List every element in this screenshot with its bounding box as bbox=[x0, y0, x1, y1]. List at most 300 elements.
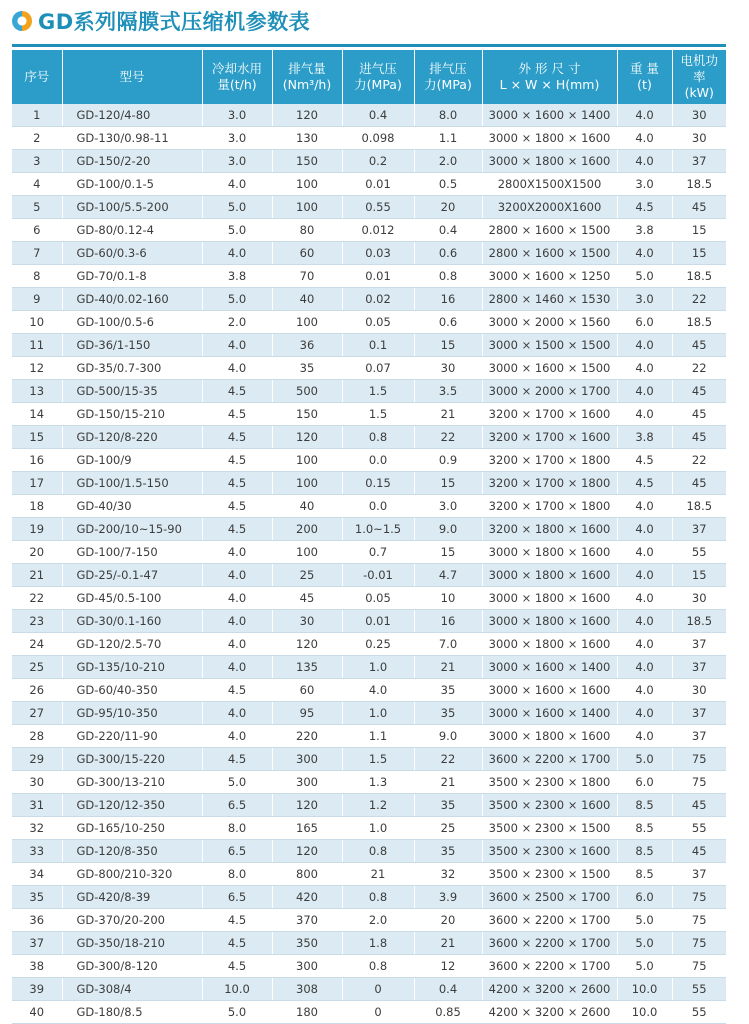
cell-model: GD-100/1.5-150 bbox=[62, 472, 202, 495]
cell-displacement: 100 bbox=[272, 541, 342, 564]
cell-model: GD-120/2.5-70 bbox=[62, 633, 202, 656]
cell-displacement: 25 bbox=[272, 564, 342, 587]
header-motor-power: 电机功率 (kW) bbox=[672, 50, 726, 104]
cell-inlet-pressure: 2.0 bbox=[342, 909, 414, 932]
cell-cooling-water: 6.5 bbox=[202, 840, 272, 863]
cell-model: GD-150/15-210 bbox=[62, 403, 202, 426]
cell-weight: 8.5 bbox=[617, 863, 672, 886]
table-row bbox=[12, 426, 726, 449]
cell-dimensions: 3200 × 1800 × 1600 bbox=[482, 518, 617, 541]
cell-motor-power: 55 bbox=[672, 817, 726, 840]
cell-displacement: 100 bbox=[272, 472, 342, 495]
cell-inlet-pressure: 1.8 bbox=[342, 932, 414, 955]
cell-dimensions: 2800X1500X1500 bbox=[482, 173, 617, 196]
header-model: 型号 bbox=[62, 50, 202, 104]
table-row bbox=[12, 127, 726, 150]
table-row bbox=[12, 863, 726, 886]
cell-index: 38 bbox=[12, 955, 62, 978]
cell-inlet-pressure: 0.0 bbox=[342, 449, 414, 472]
cell-outlet-pressure: 3.5 bbox=[414, 380, 482, 403]
cell-displacement: 35 bbox=[272, 357, 342, 380]
cell-inlet-pressure: 0.8 bbox=[342, 886, 414, 909]
header-dimensions: 外 形 尺 寸 L × W × H(mm) bbox=[482, 50, 617, 104]
cell-index: 37 bbox=[12, 932, 62, 955]
cell-displacement: 500 bbox=[272, 380, 342, 403]
cell-model: GD-300/13-210 bbox=[62, 771, 202, 794]
cell-motor-power: 15 bbox=[672, 242, 726, 265]
cell-dimensions: 3200 × 1700 × 1800 bbox=[482, 495, 617, 518]
cell-index: 35 bbox=[12, 886, 62, 909]
cell-dimensions: 3000 × 1800 × 1600 bbox=[482, 725, 617, 748]
cell-outlet-pressure: 35 bbox=[414, 702, 482, 725]
cell-dimensions: 3500 × 2300 × 1500 bbox=[482, 817, 617, 840]
cell-model: GD-35/0.7-300 bbox=[62, 357, 202, 380]
cell-cooling-water: 3.0 bbox=[202, 150, 272, 173]
cell-model: GD-25/-0.1-47 bbox=[62, 564, 202, 587]
cell-dimensions: 4200 × 3200 × 2600 bbox=[482, 1001, 617, 1024]
cell-dimensions: 3000 × 1800 × 1600 bbox=[482, 633, 617, 656]
cell-dimensions: 3500 × 2300 × 1800 bbox=[482, 771, 617, 794]
cell-displacement: 300 bbox=[272, 771, 342, 794]
cell-inlet-pressure: 1.3 bbox=[342, 771, 414, 794]
cell-weight: 4.0 bbox=[617, 656, 672, 679]
cell-outlet-pressure: 35 bbox=[414, 840, 482, 863]
cell-cooling-water: 4.5 bbox=[202, 679, 272, 702]
cell-outlet-pressure: 15 bbox=[414, 541, 482, 564]
cell-inlet-pressure: 1.5 bbox=[342, 403, 414, 426]
cell-displacement: 370 bbox=[272, 909, 342, 932]
cell-displacement: 180 bbox=[272, 1001, 342, 1024]
cell-cooling-water: 5.0 bbox=[202, 1001, 272, 1024]
cell-inlet-pressure: 0.05 bbox=[342, 587, 414, 610]
cell-dimensions: 3000 × 1800 × 1600 bbox=[482, 150, 617, 173]
cell-model: GD-300/15-220 bbox=[62, 748, 202, 771]
cell-cooling-water: 4.5 bbox=[202, 932, 272, 955]
cell-outlet-pressure: 21 bbox=[414, 932, 482, 955]
cell-model: GD-30/0.1-160 bbox=[62, 610, 202, 633]
cell-weight: 4.0 bbox=[617, 725, 672, 748]
cell-cooling-water: 10.0 bbox=[202, 978, 272, 1001]
cell-motor-power: 75 bbox=[672, 886, 726, 909]
cell-displacement: 36 bbox=[272, 334, 342, 357]
cell-index: 28 bbox=[12, 725, 62, 748]
table-row bbox=[12, 541, 726, 564]
cell-weight: 4.0 bbox=[617, 679, 672, 702]
cell-index: 8 bbox=[12, 265, 62, 288]
cell-outlet-pressure: 12 bbox=[414, 955, 482, 978]
table-row bbox=[12, 748, 726, 771]
cell-motor-power: 30 bbox=[672, 679, 726, 702]
cell-model: GD-60/0.3-6 bbox=[62, 242, 202, 265]
cell-index: 30 bbox=[12, 771, 62, 794]
cell-weight: 5.0 bbox=[617, 932, 672, 955]
cell-inlet-pressure: 0.05 bbox=[342, 311, 414, 334]
table-row bbox=[12, 840, 726, 863]
cell-index: 5 bbox=[12, 196, 62, 219]
cell-index: 26 bbox=[12, 679, 62, 702]
cell-motor-power: 37 bbox=[672, 150, 726, 173]
header-outlet-pressure: 排气压 力(MPa) bbox=[414, 50, 482, 104]
cell-displacement: 120 bbox=[272, 633, 342, 656]
cell-dimensions: 2800 × 1600 × 1500 bbox=[482, 242, 617, 265]
cell-inlet-pressure: 1.0 bbox=[342, 817, 414, 840]
table-body bbox=[12, 104, 726, 1024]
cell-model: GD-135/10-210 bbox=[62, 656, 202, 679]
cell-model: GD-120/4-80 bbox=[62, 104, 202, 127]
cell-cooling-water: 2.0 bbox=[202, 311, 272, 334]
cell-cooling-water: 5.0 bbox=[202, 771, 272, 794]
cell-cooling-water: 4.0 bbox=[202, 173, 272, 196]
cell-weight: 4.0 bbox=[617, 104, 672, 127]
cell-cooling-water: 4.0 bbox=[202, 564, 272, 587]
cell-inlet-pressure: 0 bbox=[342, 1001, 414, 1024]
header-displacement: 排气量 (Nm³/h) bbox=[272, 50, 342, 104]
cell-index: 6 bbox=[12, 219, 62, 242]
cell-cooling-water: 4.5 bbox=[202, 909, 272, 932]
cell-weight: 3.8 bbox=[617, 426, 672, 449]
cell-model: GD-130/0.98-11 bbox=[62, 127, 202, 150]
cell-cooling-water: 4.0 bbox=[202, 334, 272, 357]
cell-cooling-water: 6.5 bbox=[202, 794, 272, 817]
cell-cooling-water: 4.5 bbox=[202, 495, 272, 518]
cell-motor-power: 37 bbox=[672, 863, 726, 886]
cell-motor-power: 15 bbox=[672, 564, 726, 587]
cell-index: 16 bbox=[12, 449, 62, 472]
cell-index: 19 bbox=[12, 518, 62, 541]
cell-weight: 3.0 bbox=[617, 288, 672, 311]
cell-outlet-pressure: 0.4 bbox=[414, 978, 482, 1001]
table-row bbox=[12, 794, 726, 817]
cell-inlet-pressure: 0.2 bbox=[342, 150, 414, 173]
cell-displacement: 150 bbox=[272, 403, 342, 426]
cell-cooling-water: 5.0 bbox=[202, 196, 272, 219]
cell-index: 33 bbox=[12, 840, 62, 863]
cell-weight: 4.0 bbox=[617, 610, 672, 633]
cell-index: 17 bbox=[12, 472, 62, 495]
cell-displacement: 80 bbox=[272, 219, 342, 242]
cell-outlet-pressure: 10 bbox=[414, 587, 482, 610]
cell-displacement: 120 bbox=[272, 794, 342, 817]
cell-inlet-pressure: 0.25 bbox=[342, 633, 414, 656]
cell-weight: 4.0 bbox=[617, 633, 672, 656]
cell-motor-power: 15 bbox=[672, 219, 726, 242]
cell-weight: 3.8 bbox=[617, 219, 672, 242]
cell-outlet-pressure: 9.0 bbox=[414, 725, 482, 748]
cell-motor-power: 30 bbox=[672, 127, 726, 150]
cell-dimensions: 3000 × 1500 × 1500 bbox=[482, 334, 617, 357]
cell-outlet-pressure: 20 bbox=[414, 196, 482, 219]
cell-dimensions: 3000 × 1800 × 1600 bbox=[482, 127, 617, 150]
cell-weight: 4.0 bbox=[617, 242, 672, 265]
cell-cooling-water: 4.0 bbox=[202, 702, 272, 725]
cell-displacement: 150 bbox=[272, 150, 342, 173]
cell-weight: 5.0 bbox=[617, 265, 672, 288]
cell-weight: 4.5 bbox=[617, 449, 672, 472]
cell-cooling-water: 4.0 bbox=[202, 610, 272, 633]
cell-dimensions: 3200 × 1700 × 1800 bbox=[482, 472, 617, 495]
cell-inlet-pressure: 0 bbox=[342, 978, 414, 1001]
cell-outlet-pressure: 16 bbox=[414, 288, 482, 311]
cell-model: GD-180/8.5 bbox=[62, 1001, 202, 1024]
cell-motor-power: 45 bbox=[672, 334, 726, 357]
cell-model: GD-500/15-35 bbox=[62, 380, 202, 403]
cell-inlet-pressure: 1.5 bbox=[342, 380, 414, 403]
cell-outlet-pressure: 35 bbox=[414, 679, 482, 702]
cell-index: 2 bbox=[12, 127, 62, 150]
cell-outlet-pressure: 30 bbox=[414, 357, 482, 380]
cell-index: 14 bbox=[12, 403, 62, 426]
cell-cooling-water: 4.5 bbox=[202, 748, 272, 771]
cell-model: GD-40/30 bbox=[62, 495, 202, 518]
cell-dimensions: 3000 × 1600 × 1400 bbox=[482, 656, 617, 679]
cell-displacement: 220 bbox=[272, 725, 342, 748]
cell-dimensions: 2800 × 1460 × 1530 bbox=[482, 288, 617, 311]
cell-displacement: 308 bbox=[272, 978, 342, 1001]
cell-inlet-pressure: 4.0 bbox=[342, 679, 414, 702]
cell-model: GD-45/0.5-100 bbox=[62, 587, 202, 610]
cell-dimensions: 4200 × 3200 × 2600 bbox=[482, 978, 617, 1001]
cell-outlet-pressure: 9.0 bbox=[414, 518, 482, 541]
cell-motor-power: 55 bbox=[672, 1001, 726, 1024]
cell-motor-power: 45 bbox=[672, 472, 726, 495]
cell-weight: 4.0 bbox=[617, 334, 672, 357]
cell-motor-power: 22 bbox=[672, 288, 726, 311]
table-row bbox=[12, 357, 726, 380]
cell-weight: 6.0 bbox=[617, 311, 672, 334]
cell-cooling-water: 4.0 bbox=[202, 725, 272, 748]
cell-motor-power: 22 bbox=[672, 449, 726, 472]
cell-motor-power: 18.5 bbox=[672, 173, 726, 196]
cell-index: 24 bbox=[12, 633, 62, 656]
cell-outlet-pressure: 4.7 bbox=[414, 564, 482, 587]
cell-dimensions: 3200 × 1700 × 1600 bbox=[482, 403, 617, 426]
cell-motor-power: 55 bbox=[672, 541, 726, 564]
cell-dimensions: 3000 × 1600 × 1600 bbox=[482, 679, 617, 702]
cell-index: 7 bbox=[12, 242, 62, 265]
cell-displacement: 95 bbox=[272, 702, 342, 725]
cell-index: 36 bbox=[12, 909, 62, 932]
cell-dimensions: 3000 × 1600 × 1400 bbox=[482, 702, 617, 725]
cell-model: GD-60/40-350 bbox=[62, 679, 202, 702]
cell-motor-power: 75 bbox=[672, 909, 726, 932]
cell-inlet-pressure: 0.07 bbox=[342, 357, 414, 380]
cell-outlet-pressure: 21 bbox=[414, 771, 482, 794]
cell-index: 40 bbox=[12, 1001, 62, 1024]
cell-outlet-pressure: 0.5 bbox=[414, 173, 482, 196]
cell-displacement: 30 bbox=[272, 610, 342, 633]
cell-model: GD-80/0.12-4 bbox=[62, 219, 202, 242]
cell-dimensions: 3200 × 1700 × 1600 bbox=[482, 426, 617, 449]
cell-dimensions: 3200 × 1700 × 1800 bbox=[482, 449, 617, 472]
cell-motor-power: 45 bbox=[672, 840, 726, 863]
cell-weight: 4.0 bbox=[617, 587, 672, 610]
table-row bbox=[12, 633, 726, 656]
cell-dimensions: 3600 × 2500 × 1700 bbox=[482, 886, 617, 909]
cell-inlet-pressure: 0.03 bbox=[342, 242, 414, 265]
cell-displacement: 300 bbox=[272, 955, 342, 978]
cell-inlet-pressure: 0.8 bbox=[342, 840, 414, 863]
cell-inlet-pressure: 1.0~1.5 bbox=[342, 518, 414, 541]
cell-outlet-pressure: 25 bbox=[414, 817, 482, 840]
cell-weight: 4.0 bbox=[617, 380, 672, 403]
table-row bbox=[12, 403, 726, 426]
cell-model: GD-308/4 bbox=[62, 978, 202, 1001]
cell-index: 3 bbox=[12, 150, 62, 173]
cell-displacement: 200 bbox=[272, 518, 342, 541]
cell-cooling-water: 4.0 bbox=[202, 357, 272, 380]
circle-logo-icon bbox=[12, 11, 32, 31]
cell-inlet-pressure: 0.15 bbox=[342, 472, 414, 495]
cell-cooling-water: 3.0 bbox=[202, 127, 272, 150]
cell-displacement: 135 bbox=[272, 656, 342, 679]
cell-displacement: 100 bbox=[272, 449, 342, 472]
cell-index: 20 bbox=[12, 541, 62, 564]
table-row bbox=[12, 495, 726, 518]
cell-displacement: 100 bbox=[272, 173, 342, 196]
header-weight: 重 量 (t) bbox=[617, 50, 672, 104]
cell-dimensions: 3500 × 2300 × 1600 bbox=[482, 840, 617, 863]
table-row bbox=[12, 150, 726, 173]
cell-dimensions: 3600 × 2200 × 1700 bbox=[482, 955, 617, 978]
cell-index: 25 bbox=[12, 656, 62, 679]
cell-index: 15 bbox=[12, 426, 62, 449]
title-divider bbox=[12, 44, 726, 47]
cell-model: GD-370/20-200 bbox=[62, 909, 202, 932]
cell-model: GD-150/2-20 bbox=[62, 150, 202, 173]
cell-weight: 4.0 bbox=[617, 564, 672, 587]
cell-index: 11 bbox=[12, 334, 62, 357]
cell-inlet-pressure: 1.2 bbox=[342, 794, 414, 817]
cell-displacement: 120 bbox=[272, 104, 342, 127]
table-row bbox=[12, 817, 726, 840]
cell-weight: 4.5 bbox=[617, 196, 672, 219]
cell-inlet-pressure: 21 bbox=[342, 863, 414, 886]
cell-model: GD-100/0.5-6 bbox=[62, 311, 202, 334]
cell-motor-power: 18.5 bbox=[672, 610, 726, 633]
cell-inlet-pressure: 1.0 bbox=[342, 656, 414, 679]
cell-motor-power: 18.5 bbox=[672, 265, 726, 288]
cell-cooling-water: 4.5 bbox=[202, 518, 272, 541]
cell-index: 34 bbox=[12, 863, 62, 886]
cell-index: 18 bbox=[12, 495, 62, 518]
cell-inlet-pressure: 0.01 bbox=[342, 173, 414, 196]
cell-inlet-pressure: 0.8 bbox=[342, 955, 414, 978]
cell-dimensions: 3000 × 1800 × 1600 bbox=[482, 541, 617, 564]
cell-index: 1 bbox=[12, 104, 62, 127]
cell-cooling-water: 4.0 bbox=[202, 242, 272, 265]
cell-outlet-pressure: 0.9 bbox=[414, 449, 482, 472]
cell-outlet-pressure: 21 bbox=[414, 403, 482, 426]
cell-inlet-pressure: 1.5 bbox=[342, 748, 414, 771]
cell-cooling-water: 4.5 bbox=[202, 955, 272, 978]
cell-model: GD-100/5.5-200 bbox=[62, 196, 202, 219]
cell-inlet-pressure: 0.55 bbox=[342, 196, 414, 219]
header-index: 序号 bbox=[12, 50, 62, 104]
table-row bbox=[12, 173, 726, 196]
cell-index: 27 bbox=[12, 702, 62, 725]
cell-inlet-pressure: 0.7 bbox=[342, 541, 414, 564]
cell-outlet-pressure: 2.0 bbox=[414, 150, 482, 173]
cell-weight: 4.5 bbox=[617, 472, 672, 495]
cell-motor-power: 37 bbox=[672, 633, 726, 656]
cell-cooling-water: 5.0 bbox=[202, 219, 272, 242]
cell-outlet-pressure: 0.85 bbox=[414, 1001, 482, 1024]
cell-model: GD-165/10-250 bbox=[62, 817, 202, 840]
cell-weight: 5.0 bbox=[617, 909, 672, 932]
cell-dimensions: 2800 × 1600 × 1500 bbox=[482, 219, 617, 242]
cell-model: GD-120/8-220 bbox=[62, 426, 202, 449]
cell-displacement: 120 bbox=[272, 840, 342, 863]
cell-cooling-water: 8.0 bbox=[202, 817, 272, 840]
cell-cooling-water: 4.5 bbox=[202, 426, 272, 449]
cell-weight: 4.0 bbox=[617, 127, 672, 150]
cell-weight: 6.0 bbox=[617, 771, 672, 794]
cell-cooling-water: 4.0 bbox=[202, 541, 272, 564]
cell-cooling-water: 3.0 bbox=[202, 104, 272, 127]
cell-model: GD-300/8-120 bbox=[62, 955, 202, 978]
table-row bbox=[12, 311, 726, 334]
table-header-row bbox=[12, 50, 726, 104]
cell-motor-power: 45 bbox=[672, 196, 726, 219]
cell-index: 32 bbox=[12, 817, 62, 840]
title-bar bbox=[12, 4, 310, 38]
page-title: GD系列隔膜式压缩机参数表 bbox=[38, 10, 311, 34]
cell-inlet-pressure: 0.8 bbox=[342, 426, 414, 449]
cell-dimensions: 3500 × 2300 × 1600 bbox=[482, 794, 617, 817]
cell-weight: 4.0 bbox=[617, 702, 672, 725]
cell-model: GD-100/0.1-5 bbox=[62, 173, 202, 196]
cell-model: GD-420/8-39 bbox=[62, 886, 202, 909]
table-row bbox=[12, 196, 726, 219]
cell-dimensions: 3600 × 2200 × 1700 bbox=[482, 932, 617, 955]
cell-cooling-water: 8.0 bbox=[202, 863, 272, 886]
cell-model: GD-100/9 bbox=[62, 449, 202, 472]
cell-outlet-pressure: 21 bbox=[414, 656, 482, 679]
cell-weight: 4.0 bbox=[617, 403, 672, 426]
cell-motor-power: 45 bbox=[672, 426, 726, 449]
cell-index: 22 bbox=[12, 587, 62, 610]
cell-cooling-water: 4.5 bbox=[202, 380, 272, 403]
cell-inlet-pressure: 0.1 bbox=[342, 334, 414, 357]
cell-outlet-pressure: 16 bbox=[414, 610, 482, 633]
table-row bbox=[12, 886, 726, 909]
table-row bbox=[12, 219, 726, 242]
cell-dimensions: 3600 × 2200 × 1700 bbox=[482, 909, 617, 932]
cell-displacement: 800 bbox=[272, 863, 342, 886]
cell-displacement: 40 bbox=[272, 495, 342, 518]
cell-inlet-pressure: -0.01 bbox=[342, 564, 414, 587]
cell-displacement: 40 bbox=[272, 288, 342, 311]
cell-model: GD-40/0.02-160 bbox=[62, 288, 202, 311]
cell-outlet-pressure: 1.1 bbox=[414, 127, 482, 150]
cell-inlet-pressure: 0.098 bbox=[342, 127, 414, 150]
cell-model: GD-120/12-350 bbox=[62, 794, 202, 817]
cell-dimensions: 3000 × 2000 × 1700 bbox=[482, 380, 617, 403]
cell-cooling-water: 4.5 bbox=[202, 472, 272, 495]
cell-index: 39 bbox=[12, 978, 62, 1001]
table-row bbox=[12, 909, 726, 932]
cell-displacement: 130 bbox=[272, 127, 342, 150]
table-row bbox=[12, 334, 726, 357]
cell-dimensions: 3000 × 1800 × 1600 bbox=[482, 587, 617, 610]
cell-displacement: 350 bbox=[272, 932, 342, 955]
cell-inlet-pressure: 0.012 bbox=[342, 219, 414, 242]
cell-model: GD-800/210-320 bbox=[62, 863, 202, 886]
cell-motor-power: 75 bbox=[672, 771, 726, 794]
cell-weight: 10.0 bbox=[617, 1001, 672, 1024]
cell-cooling-water: 4.0 bbox=[202, 587, 272, 610]
cell-motor-power: 18.5 bbox=[672, 495, 726, 518]
